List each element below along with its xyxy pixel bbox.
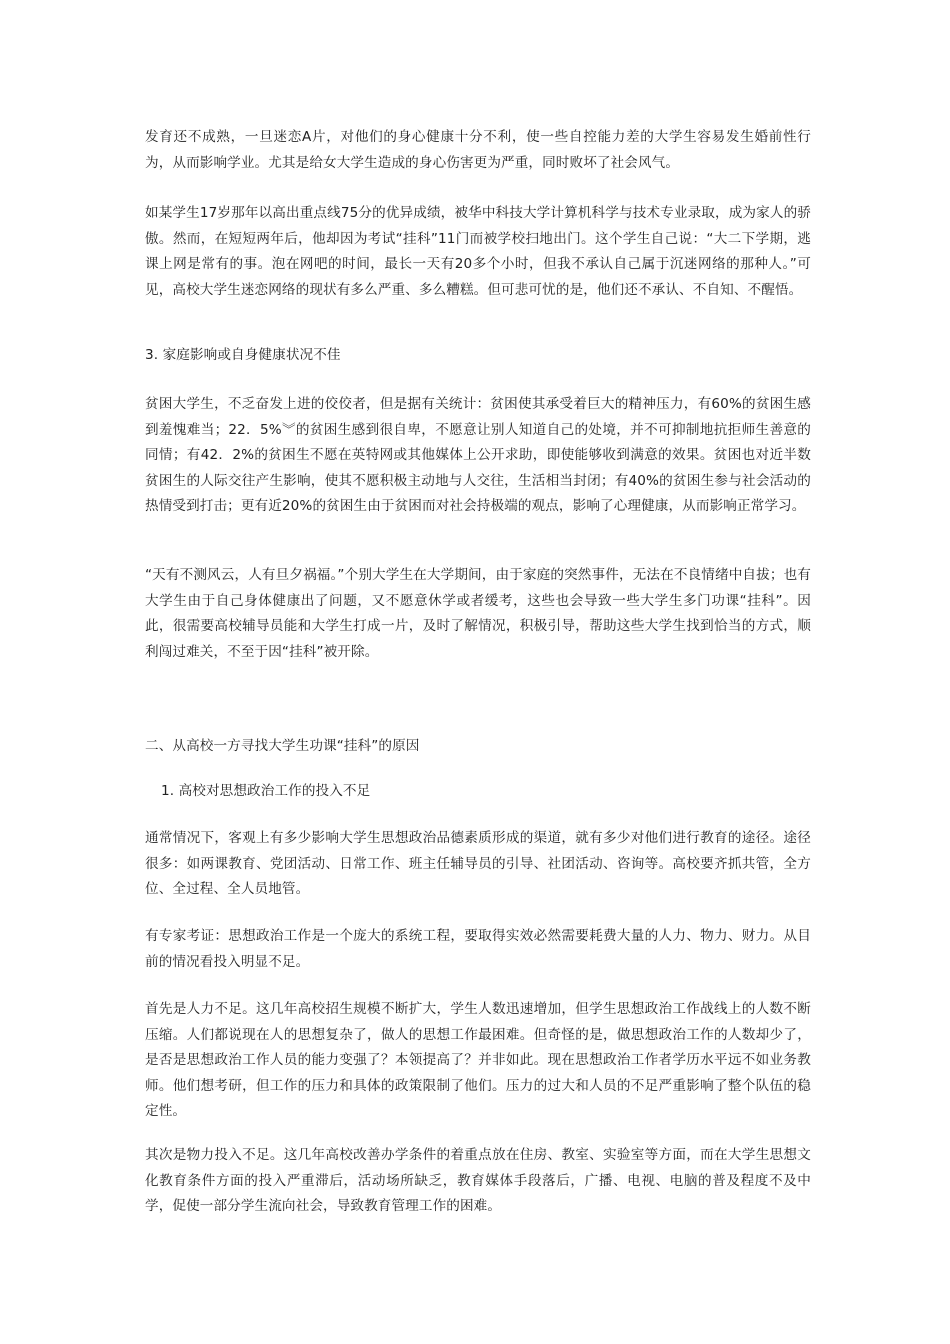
paragraph-unforeseen-events: “天有不测风云，人有旦夕祸福。”个别大学生在大学期间，由于家庭的突然事件，无法在不良情绪中自拔；也有大学生由于自己身体健康出了问题，又不愿意休学或者缓考，这些也会导致一些大学生多门功课“挂科”。因此，很需要高校辅导员能和大学生打成一片，及时了解情况，积极引导，帮助这些大学生找到恰当的方式，顺利闯过难关，不至于因“挂科”被开除。 (145, 567, 811, 660)
paragraph-expert-view: 有专家考证：思想政治工作是一个庞大的系统工程，要取得实效必然需要耗费大量的人力、物力、财力。从目前的情况看投入明显不足。 (145, 928, 811, 970)
section-heading-university-causes: 二、从高校一方寻找大学生功课“挂科”的原因 (145, 738, 420, 754)
paragraph-material-resources: 其次是物力投入不足。这几年高校改善办学条件的着重点放在住房、教室、实验室等方面，而在大学生思想文化教育条件方面的投入严重滞后，活动场所缺乏，教育媒体手段落后，广播、电视、电脑的普及程度不及中学，促使一部分学生流向社会，导致教育管理工作的困难。 (145, 1147, 811, 1214)
paragraph-poverty-statistics: 贫困大学生，不乏奋发上进的佼佼者，但是据有关统计：贫困使其承受着巨大的精神压力，有60%的贫困生感到羞愧难当；22．5%︾的贫困生感到很自卑，不愿意让别人知道自己的处境，并不可抑制地抗拒师生善意的同情；有42．2%的贫困生不愿在英特网或其他媒体上公开求助，即使能够收到满意的效果。贫困也对近半数贫困生的人际交往产生影响，使其不愿积极主动地与人交往，生活相当封闭；有40%的贫困生参与社会活动的热情受到打击；更有近20%的贫困生由于贫困而对社会持极端的观点，影响了心理健康，从而影响正常学习。 (145, 396, 811, 514)
subheading-political-work-investment: 1. 高校对思想政治工作的投入不足 (161, 783, 371, 799)
paragraph-a-film-impact: 发育还不成熟，一旦迷恋A片，对他们的身心健康十分不利，使一些自控能力差的大学生容易发生婚前性行为，从而影响学业。尤其是给女大学生造成的身心伤害更为严重，同时败坏了社会风气。 (145, 129, 811, 171)
paragraph-human-resources: 首先是人力不足。这几年高校招生规模不断扩大，学生人数迅速增加，但学生思想政治工作战线上的人数不断压缩。人们都说现在人的思想复杂了，做人的思想工作最困难。但奇怪的是，做思想政治工作的人数却少了，是否是思想政治工作人员的能力变强了？本领提高了？并非如此。现在思想政治工作者学历水平远不如业务教师。他们想考研，但工作的压力和具体的政策限制了他们。压力的过大和人员的不足严重影响了整个队伍的稳定性。 (145, 1001, 811, 1119)
paragraph-education-channels: 通常情况下，客观上有多少影响大学生思想政治品德素质形成的渠道，就有多少对他们进行教育的途径。途径很多：如两课教育、党团活动、日常工作、班主任辅导员的引导、社团活动、咨询等。高校要齐抓共管，全方位、全过程、全人员地管。 (145, 830, 811, 897)
paragraph-student-example: 如某学生17岁那年以高出重点线75分的优异成绩，被华中科技大学计算机科学与技术专业录取，成为家人的骄傲。然而，在短短两年后，他却因为考试“挂科”11门而被学校扫地出门。这个学生自己说：“大二下学期，逃课上网是常有的事。泡在网吧的时间，最长一天有20多个小时，但我不承认自己属于沉迷网络的那种人。”可见，高校大学生迷恋网络的现状有多么严重、多么糟糕。但可悲可忧的是，他们还不承认、不自知、不醒悟。 (145, 205, 811, 298)
subheading-family-health: 3. 家庭影响或自身健康状况不佳 (145, 347, 341, 363)
